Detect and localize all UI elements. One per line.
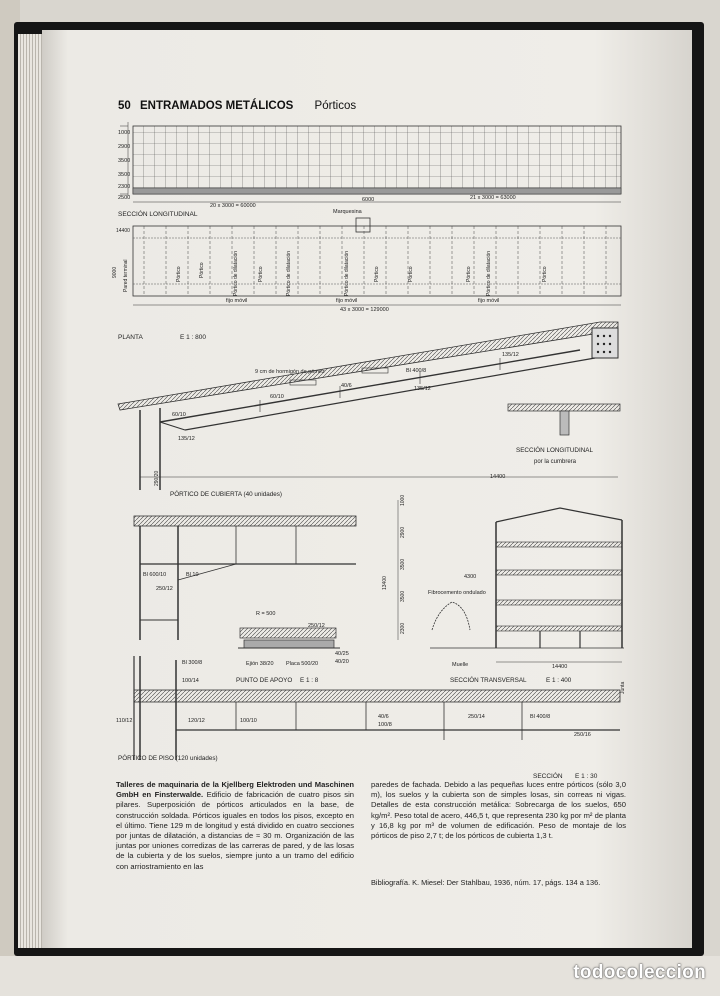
ridge-subtitle: por la cumbrera [534, 459, 577, 465]
elev-height-4: 3500 [118, 172, 131, 178]
lframe-p10: 100/8 [378, 722, 392, 728]
plan-label-2: Pórtico [199, 262, 205, 278]
floor-frame-lower [116, 656, 620, 780]
support-scale: E 1 : 8 [300, 677, 319, 684]
plan-label-5: Pórtico de dilatación [286, 250, 292, 296]
elev-height-3: 3500 [118, 158, 131, 164]
roof-p4: 40/6 [341, 383, 352, 389]
trans-h1: 1000 [400, 494, 406, 506]
trans-muelle: Muelle [452, 662, 469, 668]
trans-width: 14400 [552, 664, 568, 670]
lframe-p9: 40/6 [378, 714, 389, 720]
ridge-section [508, 404, 620, 465]
caption-column-2 [371, 780, 626, 841]
support-placa: Placa 500/20 [286, 661, 319, 667]
lframe-p5: 100/14 [182, 678, 199, 684]
lframe-title: PÓRTICO DE PISO (120 unidades) [118, 755, 218, 762]
lframe-p13: 250/16 [574, 732, 591, 738]
caption-column-1 [116, 780, 354, 872]
plan-depth-side: 9000 [112, 266, 118, 278]
roof-p8: 290/20 [154, 470, 160, 486]
section-title: Pórticos [314, 100, 357, 112]
frame-p2: Bl 10 [186, 572, 199, 578]
roof-title: PÓRTICO DE CUBIERTA (40 unidades) [170, 491, 282, 498]
roof-p6: 60/10 [172, 412, 186, 418]
roof-p2: Bl 400/8 [406, 368, 427, 374]
caption-text-2: paredes de fachada. Debido a las pequeñas luces entre pórticos (sólo 3,0 m), los suelos y la cubierta son de simples losas, sin correas ni vigas. Detalles de esta construcción metálica: Sobrecarga de los suelos, 650 kg/m². Peso total de acero, 446,5 t, que representa 230 kg por m² de planta y 16,8 kg por m³ de volumen de edificación. Peso de montaje de los pórticos de piso 2,7 t; de los pórticos de cubierta 1,3 t. [371, 780, 626, 841]
floor-frame-upper [134, 516, 356, 640]
plan-depth-top: 14400 [116, 228, 130, 234]
watermark-logo: todocoleccion [573, 962, 706, 983]
trans-scale: E 1 : 400 [546, 677, 572, 684]
plan-fijo-2: fijo móvil [336, 298, 358, 304]
longitudinal-elevation [118, 122, 621, 218]
page-title: ENTRAMADOS METÁLICOS [140, 100, 294, 112]
support-p3: 40/20 [335, 659, 349, 665]
floor-plan [112, 209, 621, 341]
lframe-p11: 250/14 [468, 714, 485, 720]
roof-p3: 135/12 [414, 386, 431, 392]
seccion-scale: E 1 : 30 [575, 773, 598, 780]
plan-label-8: Pórtico [408, 266, 414, 282]
support-title: PUNTO DE APOYO [236, 677, 293, 684]
roof-slab: 9 cm de hormigón de pómez [255, 369, 325, 375]
caption-text-1: Edificio de fabricación de cuatro pisos sin pilares. Superposición de pórticos articulados en la base, de construcción soldada. Pórticos iguales en todos los pisos, excepto en el último. Tiene 129 m de longitud y está dividido en cuatro secciones por juntas de dilatación, a distancias de ≈ 30 m. Organización de las juntas por uniones corredizas de las carreras de pared, y de las losas de la cubierta y de los suelos, siempre junto a un tramo del edificio con arriostramiento en las [116, 790, 354, 871]
roof-p1: 135/12 [502, 352, 519, 358]
roof-span: 14400 [490, 474, 506, 480]
support-p1: 250/12 [308, 623, 325, 629]
plan-fijo-1: fijo móvil [226, 298, 248, 304]
elev-title: SECCIÓN LONGITUDINAL [118, 211, 198, 218]
trans-4300: 4300 [464, 574, 477, 580]
caption-bold-intro: Talleres de maquinaria de la Kjellberg Elektroden und Maschinen GmbH en Finsterwalde. [116, 780, 354, 800]
ridge-title: SECCIÓN LONGITUDINAL [516, 447, 593, 454]
support-detail [236, 611, 349, 684]
trans-total: 13400 [382, 576, 388, 590]
trans-h2: 2900 [400, 526, 406, 538]
plan-total: 43 x 3000 = 129000 [340, 307, 389, 313]
roof-p7: 135/12 [178, 436, 195, 442]
lframe-p6: 110/12 [116, 718, 133, 724]
elev-height-6: 2500 [118, 195, 131, 201]
trans-junta: Junta [620, 681, 626, 694]
support-eje: Ejión 38/20 [246, 661, 274, 667]
plan-title: PLANTA [118, 334, 143, 341]
plan-label-10: Pórtico [466, 266, 472, 282]
support-p2: 40/25 [335, 651, 349, 657]
bibliography: Bibliografía. K. Miesel: Der Stahlbau, 1936, núm. 17, págs. 134 a 136. [371, 878, 601, 887]
elev-dim-right: 21 x 3000 = 63000 [470, 195, 516, 201]
seccion-title: SECCIÓN [533, 773, 563, 780]
plan-marquesina: Marquesina [333, 209, 362, 215]
trans-fibro: Fibrocemento ondulado [428, 590, 486, 596]
plan-label-3: Pórtico de dilatación [233, 250, 239, 296]
support-r: R = 500 [256, 611, 276, 617]
plan-fijo-3: fijo móvil [478, 298, 500, 304]
plan-label-4: Pórtico [258, 266, 264, 282]
lframe-p12: Bl 400/8 [530, 714, 551, 720]
plan-label-6: Pórtico de dilatación [344, 250, 350, 296]
trans-h3: 3500 [400, 558, 406, 570]
plan-pared-terminal: Pared terminal [123, 259, 129, 292]
elev-dim-left: 20 x 3000 = 60000 [210, 203, 256, 209]
lframe-p7: 120/12 [188, 718, 205, 724]
elev-dim-mid: 6000 [362, 197, 375, 203]
elev-height-1: 1000 [118, 130, 131, 136]
plan-label-7: Pórtico [374, 266, 380, 282]
page-number: 50 [118, 100, 131, 112]
lframe-p8: 100/10 [240, 718, 257, 724]
trans-h5: 2300 [400, 622, 406, 634]
elev-height-5: 2300 [118, 184, 131, 190]
trans-title: SECCIÓN TRANSVERSAL [450, 677, 527, 684]
plan-scale: E 1 : 800 [180, 334, 207, 341]
plan-label-11: Pórtico [542, 266, 548, 282]
trans-h4: 3500 [400, 590, 406, 602]
lframe-p4: Bl 300/8 [182, 660, 203, 666]
plan-label-9: Pórtico de dilatación [486, 250, 492, 296]
roof-p5: 60/10 [270, 394, 284, 400]
elev-height-2: 2900 [118, 144, 131, 150]
frame-p3: 250/12 [156, 586, 173, 592]
transverse-section [382, 495, 626, 694]
plan-label-1: Pórtico [176, 266, 182, 282]
frame-p1: Bl 600/10 [143, 572, 167, 578]
